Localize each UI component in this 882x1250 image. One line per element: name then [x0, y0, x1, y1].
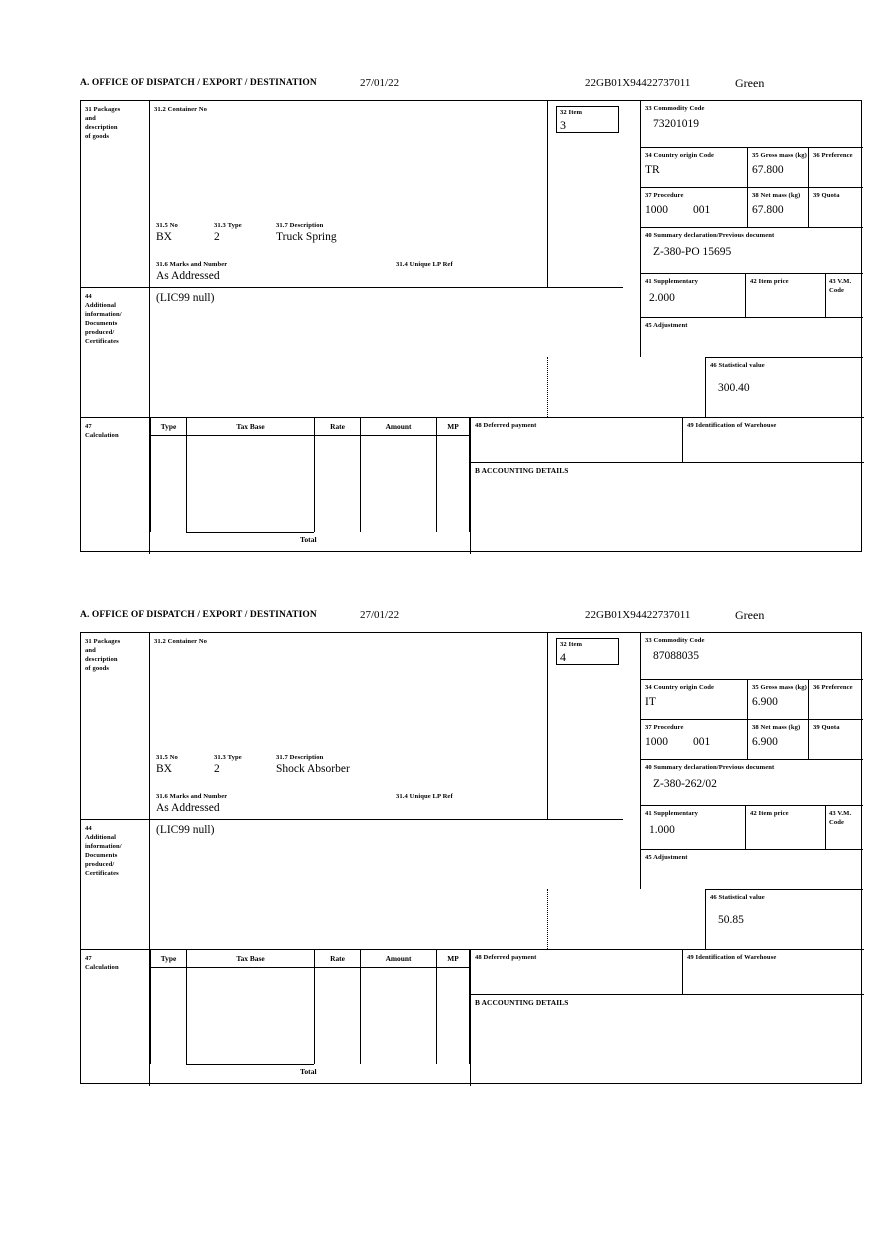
box-31-2-container-no	[149, 101, 547, 287]
procedure-value: 1000	[645, 204, 668, 216]
box-39-quota: 39 Quota	[808, 187, 863, 227]
movement-reference-number: 22GB01X94422737011	[585, 609, 691, 621]
calc-col-rate: Rate	[314, 418, 360, 436]
box-42-item-price: 42 Item price	[745, 273, 825, 317]
box-40-summary-declaration: 40 Summary declaration/Previous document Z-380-262/02	[640, 759, 863, 805]
additional-information-value: (LIC99 null)	[156, 824, 215, 836]
box-31-6-marks-label: 31.6 Marks and Number	[156, 261, 228, 268]
box-48-deferred-payment: 48 Deferred payment	[470, 418, 682, 462]
item-number-box	[556, 638, 619, 665]
gross-mass-value: 6.900	[752, 696, 778, 708]
box-33-commodity-code: 33 Commodity Code 87088035	[640, 633, 863, 679]
calc-col-mp: MP	[436, 950, 470, 968]
box-34-country-origin-code: 34 Country origin Code IT	[640, 679, 747, 719]
form-header	[80, 78, 862, 96]
box-45-adjustment: 45 Adjustment	[640, 317, 863, 357]
office-of-dispatch-label: A. OFFICE OF DISPATCH / EXPORT / DESTINATION	[80, 78, 317, 88]
box-49-identification-of-warehouse: 49 Identification of Warehouse	[682, 418, 864, 462]
box-32-value: 4	[560, 650, 566, 664]
box-31-7-description-label: 31.7 Description	[276, 754, 324, 761]
box-31-6-marks-label: 31.6 Marks and Number	[156, 793, 228, 800]
box-31-7-description-value: Shock Absorber	[276, 763, 350, 775]
box-41-supplementary: 41 Supplementary 1.000	[640, 805, 745, 849]
box-36-preference: 36 Preference	[808, 679, 863, 719]
calc-col-mp: MP	[436, 418, 470, 436]
box-32-value: 3	[560, 118, 566, 132]
declaration-date: 27/01/22	[360, 77, 400, 89]
country-origin-value: TR	[645, 164, 660, 176]
box-31-5-no-label: 31.5 No	[156, 754, 178, 761]
calc-col-amount: Amount	[360, 418, 436, 436]
box-48-deferred-payment: 48 Deferred payment	[470, 950, 682, 994]
box-32-item	[547, 101, 640, 287]
commodity-code-value: 73201019	[653, 118, 699, 130]
calc-total-rule	[186, 532, 314, 533]
gross-mass-value: 67.800	[752, 164, 784, 176]
procedure-value-2: 001	[693, 736, 711, 748]
customs-lane: Green	[735, 608, 765, 622]
box-46-statistical-value: 46 Statistical value 300.40	[705, 357, 863, 417]
procedure-value-2: 001	[693, 204, 711, 216]
box-32-label: 32 Item	[560, 109, 583, 116]
calc-col-type: Type	[150, 950, 186, 968]
movement-reference-number: 22GB01X94422737011	[585, 77, 691, 89]
box-41-supplementary: 41 Supplementary 2.000	[640, 273, 745, 317]
box-31-4-lp-ref-label: 31.4 Unique LP Ref	[396, 793, 453, 800]
box-31-6-marks-value: As Addressed	[156, 270, 220, 282]
box-31-7-description-label: 31.7 Description	[276, 222, 324, 229]
office-of-dispatch-label: A. OFFICE OF DISPATCH / EXPORT / DESTINATION	[80, 610, 317, 620]
box-44-label: 44 Additional information/ Documents produced/ Certificates	[81, 819, 149, 949]
calc-total-label: Total	[300, 535, 317, 544]
box-47-calculation-table	[149, 949, 864, 1086]
box-31-6-marks-value: As Addressed	[156, 802, 220, 814]
calc-cell-type	[150, 436, 186, 532]
box-31-7-description-value: Truck Spring	[276, 231, 337, 243]
box-38-net-mass: 38 Net mass (kg) 67.800	[747, 187, 808, 227]
box-47-label: 47 Calculation	[81, 949, 149, 1085]
box-37-procedure: 37 Procedure 1000 001	[640, 719, 747, 759]
calc-cell-tax-base	[186, 968, 314, 1064]
form-header	[80, 610, 862, 628]
box-31-5-no-value: BX	[156, 763, 172, 775]
box-31-2-container-no	[149, 633, 547, 819]
item-number-box	[556, 106, 619, 133]
box-32-item	[547, 633, 640, 819]
box-44-additional-information	[149, 287, 623, 417]
box-34-country-origin-code: 34 Country origin Code TR	[640, 147, 747, 187]
calc-total-label: Total	[300, 1067, 317, 1076]
country-origin-value: IT	[645, 696, 656, 708]
net-mass-value: 6.900	[752, 736, 778, 748]
box-47-label: 47 Calculation	[81, 417, 149, 553]
box-36-preference: 36 Preference	[808, 147, 863, 187]
box-39-quota: 39 Quota	[808, 719, 863, 759]
box-49-identification-of-warehouse: 49 Identification of Warehouse	[682, 950, 864, 994]
supplementary-value: 1.000	[649, 824, 675, 836]
box-47-calculation-table	[149, 417, 864, 554]
box-44-label: 44 Additional information/ Documents produced/ Certificates	[81, 287, 149, 417]
calc-cell-type	[150, 968, 186, 1064]
container-no-label: 31.2 Container No	[154, 106, 208, 113]
net-mass-value: 67.800	[752, 204, 784, 216]
box-31-3-type-label: 31.3 Type	[214, 754, 242, 761]
customs-lane: Green	[735, 76, 765, 90]
box-31-3-type-value: 2	[214, 763, 220, 775]
additional-information-value: (LIC99 null)	[156, 292, 215, 304]
box-40-summary-declaration: 40 Summary declaration/Previous document Z-380-PO 15695	[640, 227, 863, 273]
calc-cell-amount	[360, 436, 436, 532]
customs-declaration-form-1	[80, 78, 862, 552]
box-31-4-lp-ref-label: 31.4 Unique LP Ref	[396, 261, 453, 268]
box-b-accounting-details: B ACCOUNTING DETAILS	[470, 994, 864, 1086]
box-44-additional-information	[149, 819, 623, 949]
box-31-5-no-value: BX	[156, 231, 172, 243]
container-no-label: 31.2 Container No	[154, 638, 208, 645]
box-32-label: 32 Item	[560, 641, 583, 648]
commodity-code-value: 87088035	[653, 650, 699, 662]
box-45-adjustment: 45 Adjustment	[640, 849, 863, 889]
calculation-grid	[150, 418, 470, 554]
calc-col-amount: Amount	[360, 950, 436, 968]
calculation-grid	[150, 950, 470, 1086]
box-b-accounting-details: B ACCOUNTING DETAILS	[470, 462, 864, 554]
box-42-item-price: 42 Item price	[745, 805, 825, 849]
previous-document-value: Z-380-262/02	[653, 778, 717, 790]
calc-cell-tax-base	[186, 436, 314, 532]
box-38-net-mass: 38 Net mass (kg) 6.900	[747, 719, 808, 759]
calc-cell-amount	[360, 968, 436, 1064]
calc-cell-rate	[314, 436, 360, 532]
calc-total-rule	[186, 1064, 314, 1065]
calc-col-rate: Rate	[314, 950, 360, 968]
procedure-value: 1000	[645, 736, 668, 748]
previous-document-value: Z-380-PO 15695	[653, 246, 732, 258]
box-31-label: 31 Packages and description of goods	[85, 638, 121, 672]
box-37-procedure: 37 Procedure 1000 001	[640, 187, 747, 227]
box-43-vm-code: 43 V.M. Code	[825, 273, 863, 317]
declaration-date: 27/01/22	[360, 609, 400, 621]
box-31-label: 31 Packages and description of goods	[85, 106, 121, 140]
declaration-frame	[80, 100, 862, 552]
statistical-value: 50.85	[718, 914, 744, 926]
box-43-vm-code: 43 V.M. Code	[825, 805, 863, 849]
calc-cell-rate	[314, 968, 360, 1064]
calc-col-tax-base: Tax Base	[186, 418, 314, 436]
box-33-commodity-code: 33 Commodity Code 73201019	[640, 101, 863, 147]
box-31-3-type-value: 2	[214, 231, 220, 243]
customs-declaration-form-2	[80, 610, 862, 1084]
box-31-3-type-label: 31.3 Type	[214, 222, 242, 229]
box-35-gross-mass: 35 Gross mass (kg) 6.900	[747, 679, 808, 719]
box-35-gross-mass: 35 Gross mass (kg) 67.800	[747, 147, 808, 187]
declaration-frame	[80, 632, 862, 1084]
statistical-value: 300.40	[718, 382, 750, 394]
calc-col-type: Type	[150, 418, 186, 436]
box-46-statistical-value: 46 Statistical value 50.85	[705, 889, 863, 949]
calc-col-tax-base: Tax Base	[186, 950, 314, 968]
calc-cell-mp	[436, 968, 470, 1064]
calc-cell-mp	[436, 436, 470, 532]
box-31-5-no-label: 31.5 No	[156, 222, 178, 229]
supplementary-value: 2.000	[649, 292, 675, 304]
